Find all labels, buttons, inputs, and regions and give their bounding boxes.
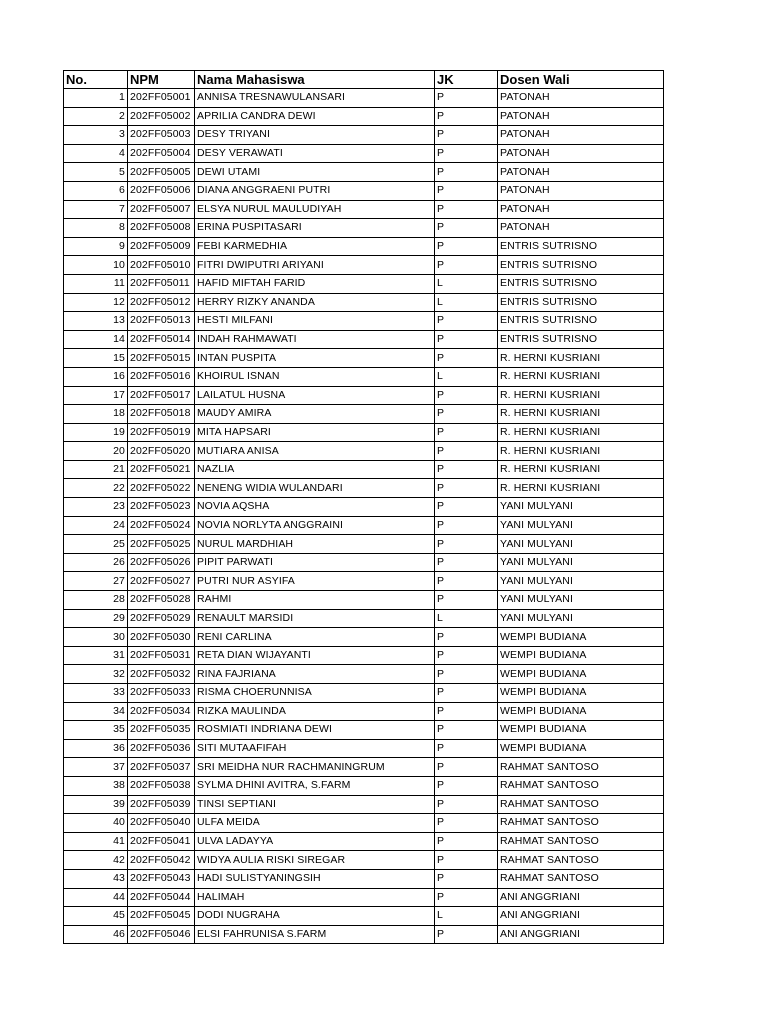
cell-gender: P: [435, 721, 498, 740]
table-row: [64, 293, 664, 312]
cell-gender: P: [435, 312, 498, 331]
cell-advisor: R. HERNI KUSRIANI: [498, 442, 664, 461]
cell-no: 12: [64, 293, 128, 312]
cell-no: 27: [64, 572, 128, 591]
cell-gender: P: [435, 776, 498, 795]
cell-npm: 202FF05011: [128, 274, 195, 293]
header-dosen: Dosen Wali: [498, 71, 664, 89]
cell-advisor: WEMPI BUDIANA: [498, 646, 664, 665]
cell-advisor: YANI MULYANI: [498, 516, 664, 535]
cell-no: 14: [64, 330, 128, 349]
cell-advisor: WEMPI BUDIANA: [498, 702, 664, 721]
cell-advisor: RAHMAT SANTOSO: [498, 795, 664, 814]
header-row: [64, 71, 664, 89]
cell-advisor: RAHMAT SANTOSO: [498, 776, 664, 795]
table-row: [64, 349, 664, 368]
cell-advisor: PATONAH: [498, 219, 664, 238]
header-no: No.: [64, 71, 128, 89]
cell-advisor: ENTRIS SUTRISNO: [498, 330, 664, 349]
table-row: [64, 832, 664, 851]
table-row: [64, 739, 664, 758]
cell-advisor: RAHMAT SANTOSO: [498, 814, 664, 833]
table-row: [64, 107, 664, 126]
table-row: [64, 423, 664, 442]
table-row: [64, 925, 664, 944]
cell-npm: 202FF05009: [128, 237, 195, 256]
cell-no: 41: [64, 832, 128, 851]
cell-npm: 202FF05044: [128, 888, 195, 907]
cell-npm: 202FF05013: [128, 312, 195, 331]
cell-advisor: PATONAH: [498, 200, 664, 219]
table-row: [64, 237, 664, 256]
cell-no: 18: [64, 405, 128, 424]
cell-student-name: ERINA PUSPITASARI: [195, 219, 435, 238]
cell-no: 9: [64, 237, 128, 256]
cell-no: 13: [64, 312, 128, 331]
cell-no: 32: [64, 665, 128, 684]
cell-student-name: KHOIRUL ISNAN: [195, 367, 435, 386]
table-header: [64, 71, 664, 89]
cell-gender: L: [435, 293, 498, 312]
table-row: [64, 553, 664, 572]
cell-advisor: PATONAH: [498, 89, 664, 108]
cell-npm: 202FF05041: [128, 832, 195, 851]
cell-no: 36: [64, 739, 128, 758]
cell-student-name: PIPIT PARWATI: [195, 553, 435, 572]
cell-no: 35: [64, 721, 128, 740]
cell-student-name: DODI NUGRAHA: [195, 907, 435, 926]
cell-student-name: FEBI KARMEDHIA: [195, 237, 435, 256]
cell-npm: 202FF05012: [128, 293, 195, 312]
table-row: [64, 776, 664, 795]
cell-student-name: NOVIA NORLYTA ANGGRAINI: [195, 516, 435, 535]
cell-npm: 202FF05002: [128, 107, 195, 126]
cell-gender: P: [435, 423, 498, 442]
cell-advisor: WEMPI BUDIANA: [498, 721, 664, 740]
cell-npm: 202FF05040: [128, 814, 195, 833]
cell-student-name: RENI CARLINA: [195, 628, 435, 647]
cell-npm: 202FF05004: [128, 144, 195, 163]
cell-npm: 202FF05006: [128, 181, 195, 200]
cell-gender: P: [435, 591, 498, 610]
cell-no: 34: [64, 702, 128, 721]
cell-gender: L: [435, 907, 498, 926]
cell-student-name: DESY TRIYANI: [195, 126, 435, 145]
cell-npm: 202FF05022: [128, 479, 195, 498]
cell-npm: 202FF05018: [128, 405, 195, 424]
cell-advisor: R. HERNI KUSRIANI: [498, 405, 664, 424]
cell-gender: P: [435, 535, 498, 554]
cell-student-name: HALIMAH: [195, 888, 435, 907]
cell-npm: 202FF05046: [128, 925, 195, 944]
table-row: [64, 256, 664, 275]
cell-gender: P: [435, 628, 498, 647]
cell-no: 22: [64, 479, 128, 498]
table-row: [64, 330, 664, 349]
table-body: [64, 89, 664, 944]
cell-advisor: R. HERNI KUSRIANI: [498, 349, 664, 368]
cell-no: 46: [64, 925, 128, 944]
table-row: [64, 479, 664, 498]
cell-no: 24: [64, 516, 128, 535]
table-row: [64, 516, 664, 535]
cell-no: 29: [64, 609, 128, 628]
table-row: [64, 814, 664, 833]
cell-student-name: SRI MEIDHA NUR RACHMANINGRUM: [195, 758, 435, 777]
cell-no: 44: [64, 888, 128, 907]
cell-npm: 202FF05043: [128, 869, 195, 888]
cell-student-name: HESTI MILFANI: [195, 312, 435, 331]
cell-gender: P: [435, 553, 498, 572]
table-row: [64, 274, 664, 293]
cell-npm: 202FF05024: [128, 516, 195, 535]
table-row: [64, 795, 664, 814]
cell-gender: P: [435, 330, 498, 349]
cell-student-name: NAZLIA: [195, 460, 435, 479]
cell-advisor: ENTRIS SUTRISNO: [498, 256, 664, 275]
cell-npm: 202FF05030: [128, 628, 195, 647]
cell-npm: 202FF05037: [128, 758, 195, 777]
table-row: [64, 460, 664, 479]
cell-student-name: RAHMI: [195, 591, 435, 610]
cell-no: 37: [64, 758, 128, 777]
cell-no: 3: [64, 126, 128, 145]
cell-advisor: PATONAH: [498, 163, 664, 182]
cell-student-name: ANNISA TRESNAWULANSARI: [195, 89, 435, 108]
cell-no: 16: [64, 367, 128, 386]
table-row: [64, 312, 664, 331]
table-row: [64, 609, 664, 628]
cell-advisor: ANI ANGGRIANI: [498, 907, 664, 926]
cell-npm: 202FF05020: [128, 442, 195, 461]
cell-advisor: WEMPI BUDIANA: [498, 628, 664, 647]
table-row: [64, 405, 664, 424]
cell-gender: P: [435, 851, 498, 870]
cell-student-name: TINSI SEPTIANI: [195, 795, 435, 814]
table-row: [64, 646, 664, 665]
cell-no: 38: [64, 776, 128, 795]
cell-no: 40: [64, 814, 128, 833]
cell-gender: P: [435, 646, 498, 665]
cell-student-name: INDAH RAHMAWATI: [195, 330, 435, 349]
cell-advisor: ANI ANGGRIANI: [498, 925, 664, 944]
table-row: [64, 442, 664, 461]
cell-advisor: WEMPI BUDIANA: [498, 684, 664, 703]
table-row: [64, 572, 664, 591]
cell-npm: 202FF05016: [128, 367, 195, 386]
cell-student-name: MITA HAPSARI: [195, 423, 435, 442]
cell-npm: 202FF05019: [128, 423, 195, 442]
cell-npm: 202FF05025: [128, 535, 195, 554]
cell-gender: P: [435, 684, 498, 703]
table-row: [64, 367, 664, 386]
cell-gender: P: [435, 107, 498, 126]
cell-no: 5: [64, 163, 128, 182]
cell-no: 2: [64, 107, 128, 126]
table-row: [64, 181, 664, 200]
cell-gender: L: [435, 609, 498, 628]
cell-advisor: R. HERNI KUSRIANI: [498, 479, 664, 498]
cell-npm: 202FF05032: [128, 665, 195, 684]
cell-no: 11: [64, 274, 128, 293]
cell-gender: P: [435, 442, 498, 461]
cell-npm: 202FF05029: [128, 609, 195, 628]
cell-gender: P: [435, 144, 498, 163]
cell-no: 23: [64, 498, 128, 517]
cell-no: 6: [64, 181, 128, 200]
cell-npm: 202FF05010: [128, 256, 195, 275]
cell-npm: 202FF05036: [128, 739, 195, 758]
cell-gender: P: [435, 888, 498, 907]
cell-student-name: LAILATUL HUSNA: [195, 386, 435, 405]
table-row: [64, 665, 664, 684]
cell-no: 8: [64, 219, 128, 238]
cell-npm: 202FF05034: [128, 702, 195, 721]
cell-student-name: INTAN PUSPITA: [195, 349, 435, 368]
cell-no: 31: [64, 646, 128, 665]
cell-gender: P: [435, 89, 498, 108]
cell-gender: P: [435, 460, 498, 479]
cell-no: 20: [64, 442, 128, 461]
cell-gender: P: [435, 795, 498, 814]
cell-npm: 202FF05014: [128, 330, 195, 349]
table-row: [64, 758, 664, 777]
cell-advisor: R. HERNI KUSRIANI: [498, 367, 664, 386]
cell-npm: 202FF05038: [128, 776, 195, 795]
cell-advisor: YANI MULYANI: [498, 591, 664, 610]
cell-gender: P: [435, 200, 498, 219]
cell-student-name: ULFA MEIDA: [195, 814, 435, 833]
cell-student-name: ELSI FAHRUNISA S.FARM: [195, 925, 435, 944]
header-jk: JK: [435, 71, 498, 89]
cell-advisor: RAHMAT SANTOSO: [498, 832, 664, 851]
header-npm: NPM: [128, 71, 195, 89]
cell-gender: P: [435, 572, 498, 591]
cell-no: 33: [64, 684, 128, 703]
cell-npm: 202FF05031: [128, 646, 195, 665]
cell-gender: P: [435, 479, 498, 498]
cell-npm: 202FF05003: [128, 126, 195, 145]
cell-student-name: RINA FAJRIANA: [195, 665, 435, 684]
cell-student-name: DESY VERAWATI: [195, 144, 435, 163]
cell-advisor: YANI MULYANI: [498, 553, 664, 572]
cell-npm: 202FF05001: [128, 89, 195, 108]
cell-advisor: PATONAH: [498, 126, 664, 145]
cell-gender: P: [435, 163, 498, 182]
cell-gender: L: [435, 274, 498, 293]
table-row: [64, 386, 664, 405]
cell-no: 10: [64, 256, 128, 275]
table-row: [64, 126, 664, 145]
cell-npm: 202FF05008: [128, 219, 195, 238]
cell-no: 15: [64, 349, 128, 368]
cell-gender: P: [435, 237, 498, 256]
cell-npm: 202FF05021: [128, 460, 195, 479]
cell-advisor: YANI MULYANI: [498, 609, 664, 628]
cell-no: 25: [64, 535, 128, 554]
cell-gender: P: [435, 256, 498, 275]
table-row: [64, 851, 664, 870]
cell-advisor: R. HERNI KUSRIANI: [498, 423, 664, 442]
cell-student-name: HADI SULISTYANINGSIH: [195, 869, 435, 888]
table-row: [64, 144, 664, 163]
cell-npm: 202FF05026: [128, 553, 195, 572]
cell-advisor: R. HERNI KUSRIANI: [498, 386, 664, 405]
table-row: [64, 591, 664, 610]
cell-npm: 202FF05017: [128, 386, 195, 405]
cell-advisor: ANI ANGGRIANI: [498, 888, 664, 907]
cell-gender: P: [435, 349, 498, 368]
cell-no: 19: [64, 423, 128, 442]
cell-gender: L: [435, 367, 498, 386]
table-row: [64, 869, 664, 888]
cell-student-name: NOVIA AQSHA: [195, 498, 435, 517]
cell-student-name: FITRI DWIPUTRI ARIYANI: [195, 256, 435, 275]
cell-student-name: DIANA ANGGRAENI PUTRI: [195, 181, 435, 200]
cell-student-name: DEWI UTAMI: [195, 163, 435, 182]
cell-advisor: WEMPI BUDIANA: [498, 739, 664, 758]
cell-gender: P: [435, 869, 498, 888]
cell-gender: P: [435, 739, 498, 758]
cell-gender: P: [435, 758, 498, 777]
cell-student-name: RIZKA MAULINDA: [195, 702, 435, 721]
cell-npm: 202FF05039: [128, 795, 195, 814]
cell-no: 21: [64, 460, 128, 479]
cell-advisor: PATONAH: [498, 107, 664, 126]
cell-no: 28: [64, 591, 128, 610]
cell-advisor: ENTRIS SUTRISNO: [498, 312, 664, 331]
cell-npm: 202FF05042: [128, 851, 195, 870]
cell-no: 43: [64, 869, 128, 888]
table-row: [64, 684, 664, 703]
cell-student-name: ULVA LADAYYA: [195, 832, 435, 851]
student-table: [63, 70, 664, 944]
cell-npm: 202FF05033: [128, 684, 195, 703]
cell-no: 4: [64, 144, 128, 163]
cell-no: 39: [64, 795, 128, 814]
cell-npm: 202FF05005: [128, 163, 195, 182]
cell-gender: P: [435, 498, 498, 517]
table-row: [64, 702, 664, 721]
cell-student-name: SITI MUTAAFIFAH: [195, 739, 435, 758]
cell-student-name: PUTRI NUR ASYIFA: [195, 572, 435, 591]
table-row: [64, 721, 664, 740]
cell-advisor: RAHMAT SANTOSO: [498, 869, 664, 888]
table-row: [64, 888, 664, 907]
cell-no: 26: [64, 553, 128, 572]
cell-npm: 202FF05015: [128, 349, 195, 368]
cell-student-name: HAFID MIFTAH FARID: [195, 274, 435, 293]
cell-npm: 202FF05045: [128, 907, 195, 926]
table-row: [64, 219, 664, 238]
cell-student-name: APRILIA CANDRA DEWI: [195, 107, 435, 126]
table-row: [64, 498, 664, 517]
cell-advisor: RAHMAT SANTOSO: [498, 758, 664, 777]
table-row: [64, 200, 664, 219]
cell-advisor: YANI MULYANI: [498, 498, 664, 517]
cell-student-name: SYLMA DHINI AVITRA, S.FARM: [195, 776, 435, 795]
cell-gender: P: [435, 516, 498, 535]
cell-advisor: PATONAH: [498, 144, 664, 163]
cell-student-name: NENENG WIDIA WULANDARI: [195, 479, 435, 498]
table-row: [64, 89, 664, 108]
cell-advisor: PATONAH: [498, 181, 664, 200]
cell-gender: P: [435, 405, 498, 424]
cell-no: 30: [64, 628, 128, 647]
cell-gender: P: [435, 126, 498, 145]
cell-no: 17: [64, 386, 128, 405]
cell-advisor: ENTRIS SUTRISNO: [498, 293, 664, 312]
cell-student-name: WIDYA AULIA RISKI SIREGAR: [195, 851, 435, 870]
cell-no: 7: [64, 200, 128, 219]
header-name: Nama Mahasiswa: [195, 71, 435, 89]
cell-student-name: HERRY RIZKY ANANDA: [195, 293, 435, 312]
cell-no: 42: [64, 851, 128, 870]
table-row: [64, 628, 664, 647]
cell-gender: P: [435, 219, 498, 238]
cell-gender: P: [435, 386, 498, 405]
cell-no: 45: [64, 907, 128, 926]
cell-npm: 202FF05035: [128, 721, 195, 740]
cell-gender: P: [435, 814, 498, 833]
cell-no: 1: [64, 89, 128, 108]
student-list-sheet: [63, 70, 663, 944]
cell-student-name: RENAULT MARSIDI: [195, 609, 435, 628]
cell-npm: 202FF05007: [128, 200, 195, 219]
cell-advisor: RAHMAT SANTOSO: [498, 851, 664, 870]
cell-npm: 202FF05027: [128, 572, 195, 591]
cell-student-name: ELSYA NURUL MAULUDIYAH: [195, 200, 435, 219]
cell-gender: P: [435, 702, 498, 721]
cell-student-name: ROSMIATI INDRIANA DEWI: [195, 721, 435, 740]
cell-student-name: RETA DIAN WIJAYANTI: [195, 646, 435, 665]
cell-advisor: ENTRIS SUTRISNO: [498, 237, 664, 256]
cell-student-name: RISMA CHOERUNNISA: [195, 684, 435, 703]
cell-npm: 202FF05028: [128, 591, 195, 610]
cell-gender: P: [435, 832, 498, 851]
cell-gender: P: [435, 665, 498, 684]
cell-advisor: YANI MULYANI: [498, 535, 664, 554]
cell-student-name: MAUDY AMIRA: [195, 405, 435, 424]
cell-student-name: NURUL MARDHIAH: [195, 535, 435, 554]
table-row: [64, 907, 664, 926]
cell-advisor: WEMPI BUDIANA: [498, 665, 664, 684]
cell-gender: P: [435, 925, 498, 944]
table-row: [64, 163, 664, 182]
cell-advisor: ENTRIS SUTRISNO: [498, 274, 664, 293]
cell-npm: 202FF05023: [128, 498, 195, 517]
cell-student-name: MUTIARA ANISA: [195, 442, 435, 461]
table-row: [64, 535, 664, 554]
cell-advisor: YANI MULYANI: [498, 572, 664, 591]
cell-advisor: R. HERNI KUSRIANI: [498, 460, 664, 479]
cell-gender: P: [435, 181, 498, 200]
